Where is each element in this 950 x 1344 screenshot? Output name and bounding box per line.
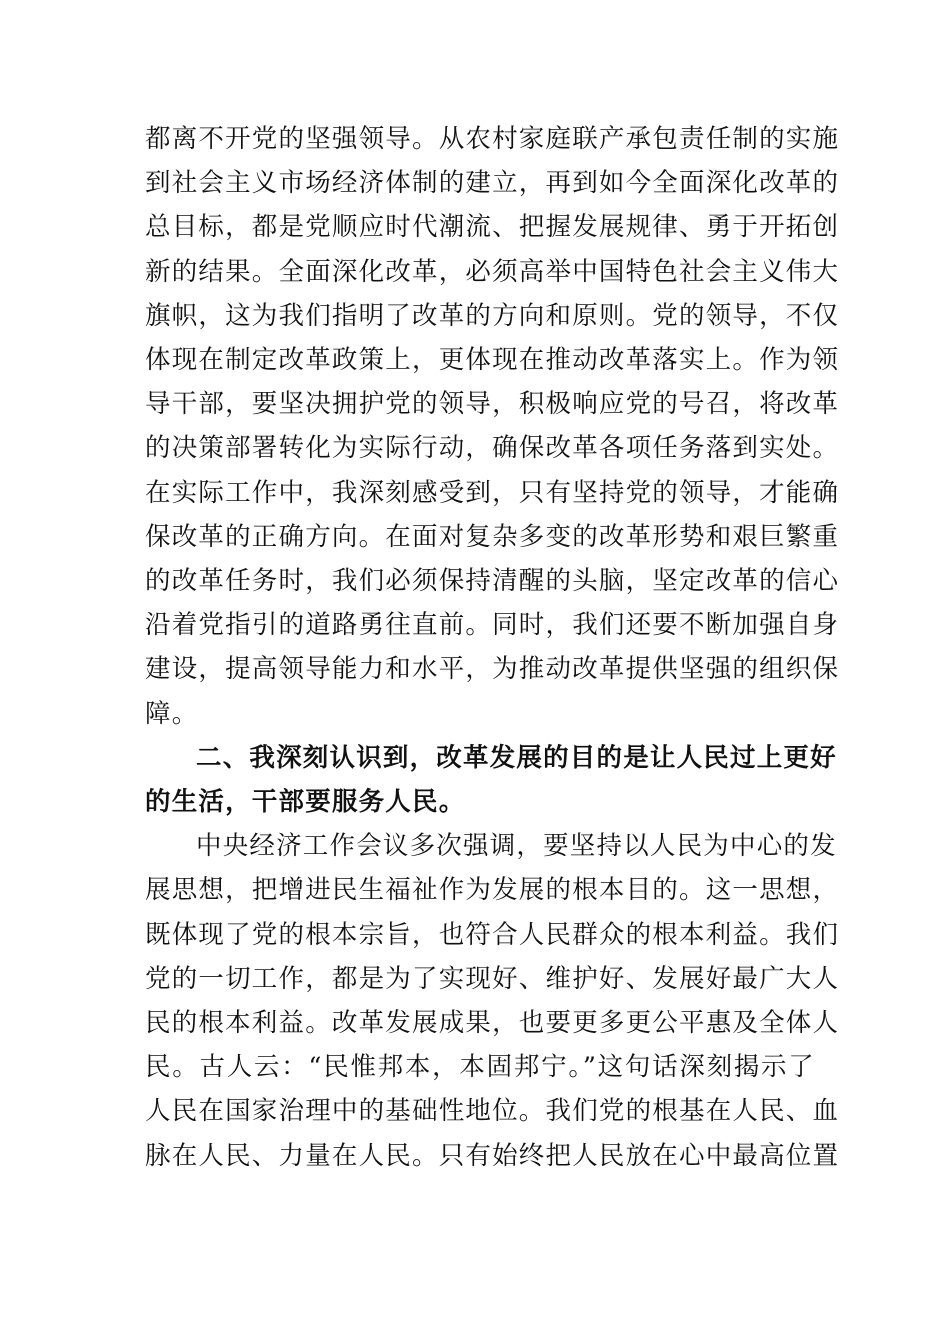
text-line: 在实际工作中，我深刻感受到，只有坚持党的领导，才能确	[145, 477, 840, 508]
text-line: 都离不开党的坚强领导。从农村家庭联产承包责任制的实施	[145, 124, 840, 154]
text-line: 民的根本利益。改革发展成果，也要更多更公平惠及全体人	[145, 1008, 840, 1039]
text-line: 的改革任务时，我们必须保持清醒的头脑，坚定改革的信心	[145, 566, 840, 597]
text-line: 建设，提高领导能力和水平，为推动改革提供坚强的组织保	[145, 654, 840, 685]
heading-line: 二、我深刻认识到，改革发展的目的是让人民过上更好	[196, 742, 837, 773]
text-line: 到社会主义市场经济体制的建立，再到如今全面深化改革的	[145, 168, 840, 199]
text-line: 中央经济工作会议多次强调，要坚持以人民为中心的发	[196, 831, 837, 862]
text-line: 新的结果。全面深化改革，必须高举中国特色社会主义伟大	[145, 256, 840, 287]
text-line: 党的一切工作，都是为了实现好、维护好、发展好最广大人	[145, 963, 840, 994]
text-line: 障。	[145, 698, 199, 729]
text-line: 脉在人民、力量在人民。只有始终把人民放在心中最高位置	[145, 1140, 840, 1171]
text-line: 体现在制定改革政策上，更体现在推动改革落实上。作为领	[145, 345, 840, 376]
document-page	[145, 117, 840, 1178]
body-paragraph-1	[145, 117, 840, 736]
text-line: 民。古人云：“民惟邦本，本固邦宁。”这句话深刻揭示了	[145, 1052, 815, 1083]
text-line: 保改革的正确方向。在面对复杂多变的改革形势和艰巨繁重	[145, 521, 840, 552]
text-line: 总目标，都是党顺应时代潮流、把握发展规律、勇于开拓创	[145, 212, 840, 243]
text-line: 导干部，要坚决拥护党的领导，积极响应党的号召，将改革	[145, 389, 840, 420]
section-heading-2	[145, 736, 837, 824]
text-line: 旗帜，这为我们指明了改革的方向和原则。党的领导，不仅	[145, 300, 840, 331]
text-line: 人民在国家治理中的基础性地位。我们党的根基在人民、血	[145, 1096, 840, 1127]
body-paragraph-2	[145, 824, 840, 1178]
text-line: 既体现了党的根本宗旨，也符合人民群众的根本利益。我们	[145, 919, 840, 950]
text-line: 的决策部署转化为实际行动，确保改革各项任务落到实处。	[145, 433, 840, 464]
heading-line: 的生活，干部要服务人民。	[145, 787, 466, 818]
text-line: 沿着党指引的道路勇往直前。同时，我们还要不断加强自身	[145, 610, 840, 641]
text-line: 展思想，把增进民生福祉作为发展的根本目的。这一思想，	[145, 875, 840, 906]
